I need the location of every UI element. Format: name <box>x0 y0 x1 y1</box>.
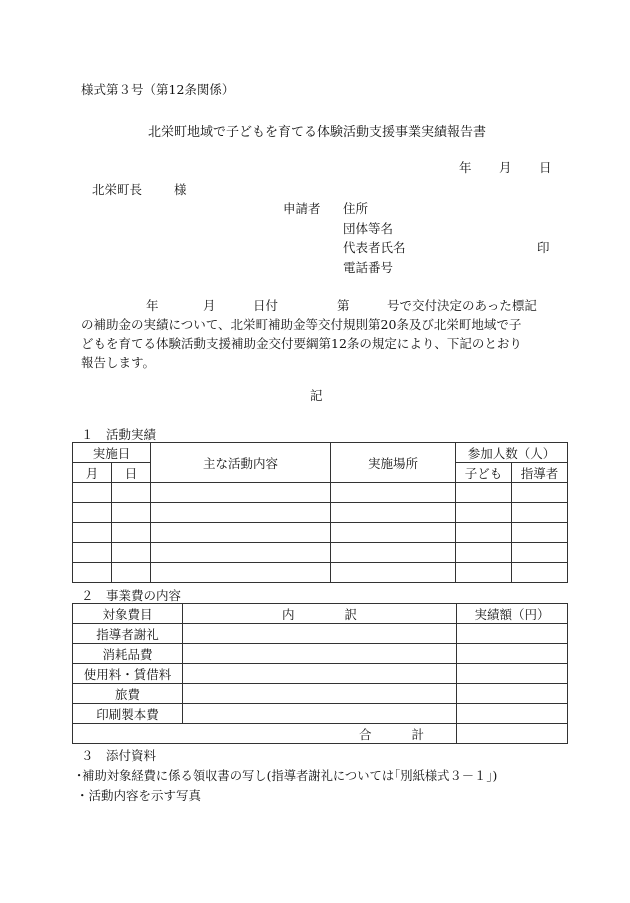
applicant-organization: 団体等名 <box>343 221 394 236</box>
table-row <box>73 503 568 523</box>
total-label <box>73 724 457 744</box>
body-number-suffix: 号で交付決定のあった標記 <box>387 298 537 313</box>
table-row <box>73 644 568 664</box>
header-date: 実施日 <box>73 443 151 463</box>
date-year: 年 <box>459 160 472 175</box>
header-detail-b: 訳 <box>344 606 358 622</box>
expense-table <box>72 603 568 744</box>
body-month: 月 <box>203 298 216 313</box>
seal-mark: 印 <box>537 240 550 255</box>
body-line-3: どもを育てる体験活動支援補助金交付要綱第12条の規定により、下記のとおり <box>81 336 522 351</box>
table-row <box>73 563 568 583</box>
expense-item: 指導者謝礼 <box>73 624 183 644</box>
header-content: 主な活動内容 <box>151 443 331 483</box>
date-month: 月 <box>499 160 512 175</box>
body-line-2: の補助金の実績について、北栄町補助金等交付規則第20条及び北栄町地域で子 <box>81 317 522 332</box>
attachment-item-2: ・活動内容を示す写真 <box>76 788 202 803</box>
table-row <box>73 483 568 503</box>
header-month: 月 <box>73 463 112 483</box>
header-participants: 参加人数（人） <box>456 443 568 463</box>
date-day: 日 <box>539 160 552 175</box>
document-title: 北栄町地域で子どもを育てる体験活動支援事業実績報告書 <box>148 125 487 140</box>
body-date-suffix: 日付 <box>253 298 279 313</box>
table-row <box>73 664 568 684</box>
applicant-address: 住所 <box>343 201 369 216</box>
header-detail <box>183 604 457 624</box>
table-row <box>73 523 568 543</box>
activity-table <box>72 442 568 583</box>
header-item: 対象費目 <box>73 604 183 624</box>
applicant-label: 申請者 <box>283 201 321 216</box>
addressee-name: 北栄町長 <box>92 182 143 197</box>
total-row <box>73 724 568 744</box>
applicant-representative: 代表者氏名 <box>343 240 406 255</box>
header-children: 子ども <box>456 463 512 483</box>
table-row <box>73 684 568 704</box>
attachment-item-1: ･補助対象経費に係る領収書の写し(指導者謝礼については｢別紙様式３－１｣) <box>76 769 498 783</box>
expense-item: 印刷製本費 <box>73 704 183 724</box>
expense-item: 消耗品費 <box>73 644 183 664</box>
section2-title: ２ 事業費の内容 <box>81 588 182 603</box>
section3-title: ３ 添付資料 <box>81 748 157 763</box>
table-row <box>73 624 568 644</box>
table-row <box>73 543 568 563</box>
expense-item: 旅費 <box>73 684 183 704</box>
applicant-phone: 電話番号 <box>343 260 394 275</box>
header-detail-a: 内 <box>281 606 295 622</box>
header-leaders: 指導者 <box>512 463 568 483</box>
header-amount: 実績額（円） <box>457 604 568 624</box>
body-number-prefix: 第 <box>337 298 350 313</box>
addressee-honorific: 様 <box>174 182 187 197</box>
header-day: 日 <box>112 463 151 483</box>
total-label-a: 合 <box>359 726 372 742</box>
expense-item: 使用料・賃借料 <box>73 664 183 684</box>
total-label-b: 計 <box>411 726 425 742</box>
ki-heading: 記 <box>310 388 323 403</box>
form-number: 様式第３号（第12条関係） <box>81 82 235 97</box>
table-row <box>73 704 568 724</box>
body-year: 年 <box>146 298 159 313</box>
section1-title: １ 活動実績 <box>81 427 157 442</box>
body-line-4: 報告します。 <box>81 355 156 370</box>
header-place: 実施場所 <box>331 443 456 483</box>
